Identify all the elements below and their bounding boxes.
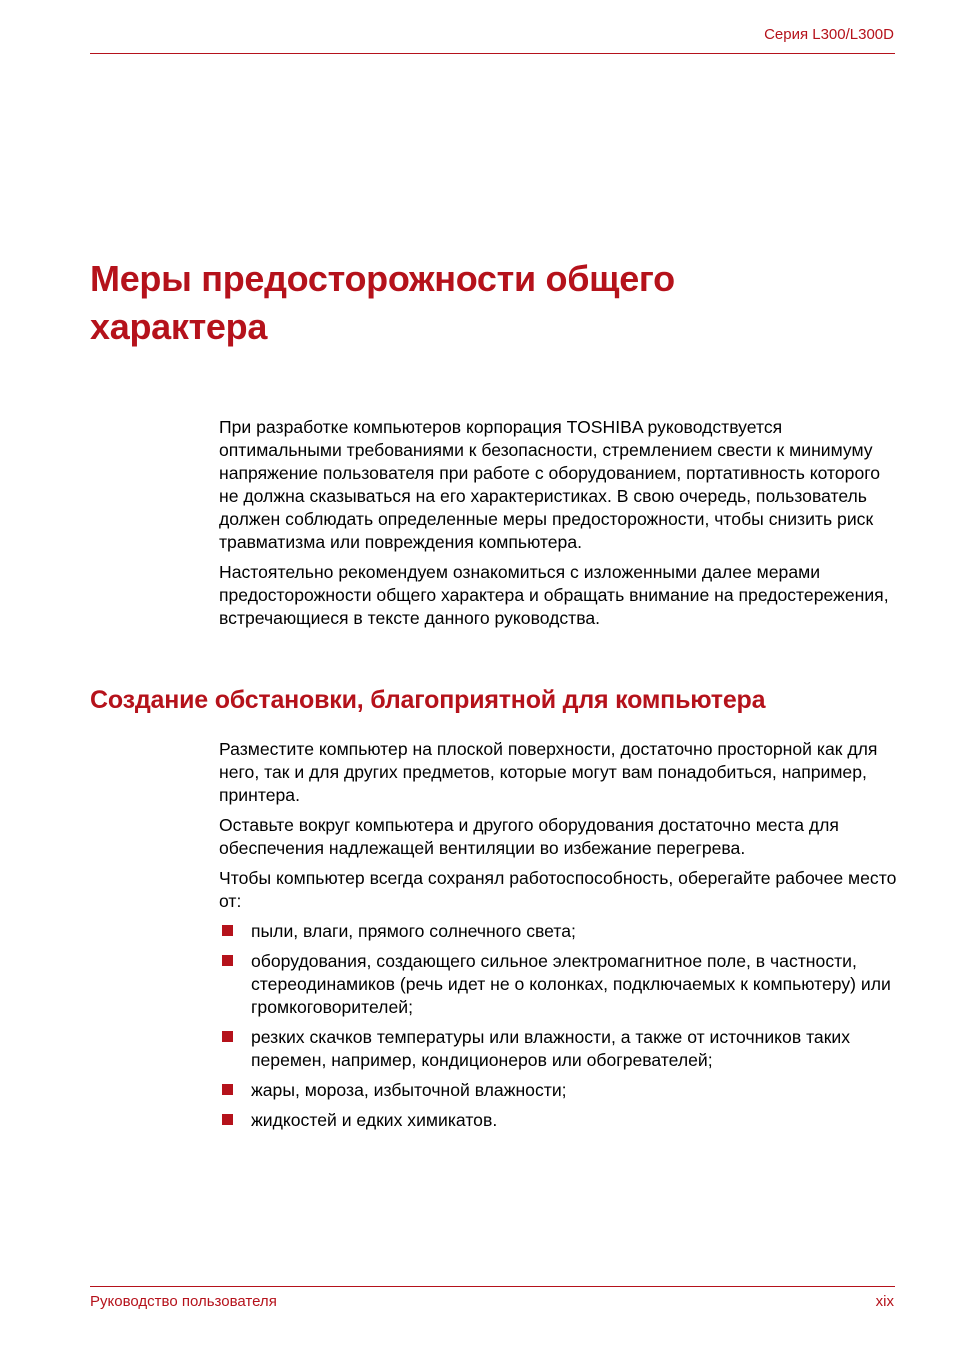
bullet-list: [219, 920, 899, 1132]
page-number: xix: [875, 1293, 894, 1310]
list-item-text: жидкостей и едких химикатов.: [251, 1110, 498, 1130]
list-item-text: жары, мороза, избыточной влажности;: [251, 1080, 567, 1100]
square-bullet-icon: [222, 1031, 233, 1042]
list-item: [219, 1109, 899, 1132]
intro-paragraph: Настоятельно рекомендуем ознакомиться с изложенными далее мерами предосторожности общего характера и обращать внимание на предостережения, встречающиеся в тексте данного руководства.: [219, 562, 889, 628]
list-item: [219, 1079, 899, 1102]
header-series-label: Серия L300/L300D: [764, 26, 894, 43]
footer-rule: [90, 1286, 895, 1287]
page-title-line-1: Меры предосторожности общего: [90, 258, 675, 299]
section-paragraph: Чтобы компьютер всегда сохранял работоспособность, оберегайте рабочее место от:: [219, 868, 897, 911]
list-item-text: оборудования, создающего сильное электромагнитное поле, в частности, стереодинамиков (речь идет не о колонках, подключаемых к компьютеру) или громкоговорителей;: [251, 951, 891, 1017]
footer-manual-title: Руководство пользователя: [90, 1293, 277, 1310]
section-title: Создание обстановки, благоприятной для компьютера: [90, 686, 766, 714]
page-title-line-2: характера: [90, 306, 268, 347]
section-body: [219, 738, 899, 1139]
intro-paragraph: При разработке компьютеров корпорация TOSHIBA руководствуется оптимальными требованиями к безопасности, стремлением свести к минимуму напряжение пользователя при работе с оборудованием, портативность которого не должна сказываться на его характеристиках. В свою очередь, пользователь должен соблюдать определенные меры предосторожности, чтобы снизить риск травматизма или повреждения компьютера.: [219, 417, 881, 552]
section-paragraph: Разместите компьютер на плоской поверхности, достаточно просторной как для него, так и для других предметов, которые могут вам понадобиться, например, принтера.: [219, 739, 878, 805]
square-bullet-icon: [222, 1084, 233, 1095]
list-item: [219, 1026, 899, 1072]
intro-text: [219, 416, 899, 637]
square-bullet-icon: [222, 955, 233, 966]
section-paragraph: Оставьте вокруг компьютера и другого оборудования достаточно места для обеспечения надлежащей вентиляции во избежание перегрева.: [219, 815, 839, 858]
list-item: [219, 920, 899, 943]
list-item-text: пыли, влаги, прямого солнечного света;: [251, 921, 576, 941]
square-bullet-icon: [222, 1114, 233, 1125]
list-item: [219, 950, 899, 1019]
square-bullet-icon: [222, 925, 233, 936]
list-item-text: резких скачков температуры или влажности, а также от источников таких перемен, например, кондиционеров или обогревателей;: [251, 1027, 851, 1070]
header-rule: [90, 53, 895, 54]
page-title: [90, 255, 870, 351]
